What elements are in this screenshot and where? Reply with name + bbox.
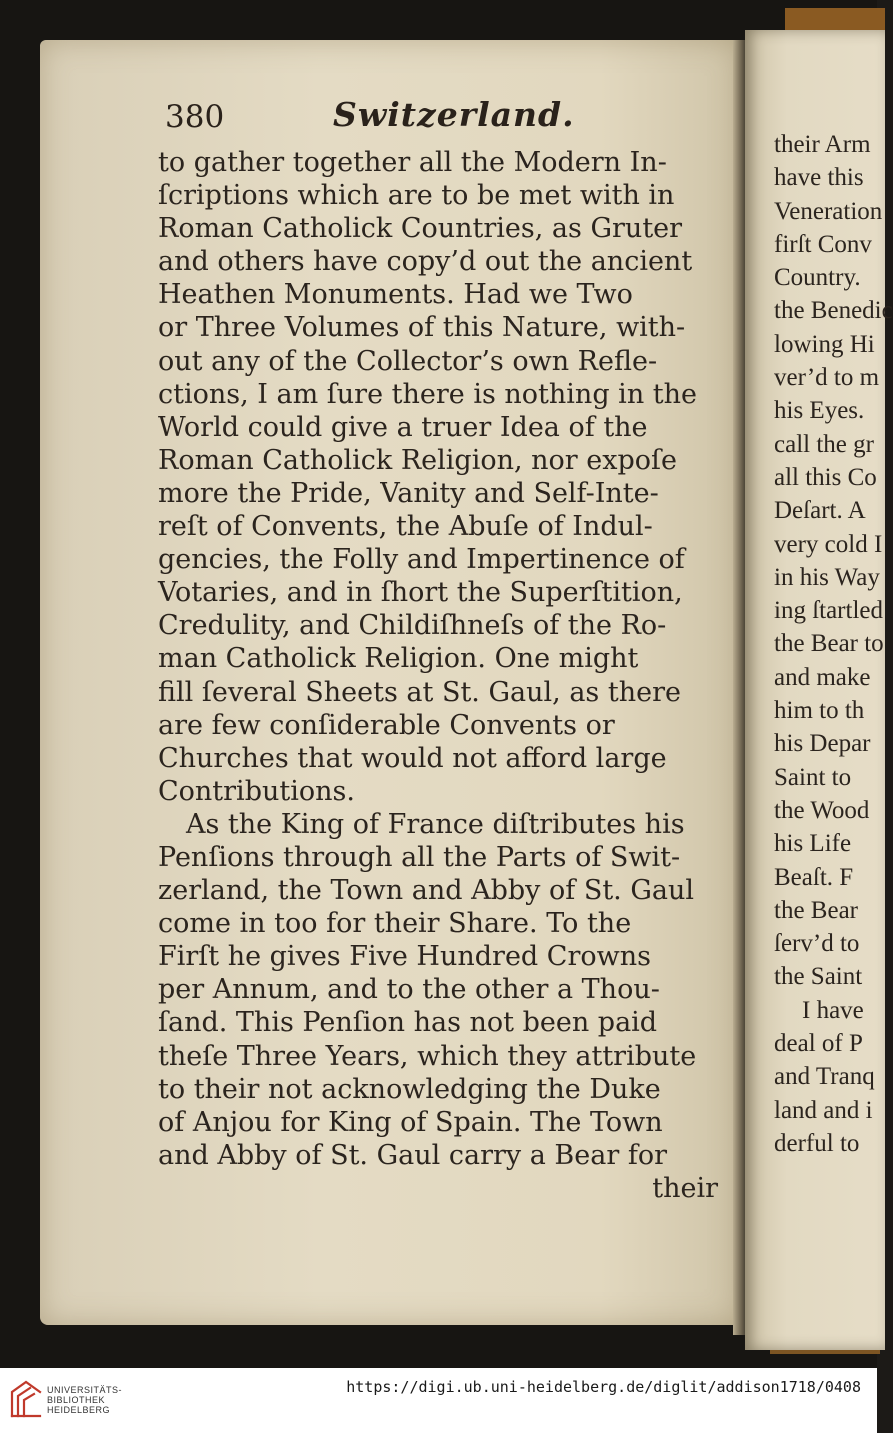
permalink-url[interactable]: https://digi.ub.uni-heidelberg.de/diglit/addison1718/0408 xyxy=(346,1378,861,1396)
left-page-text xyxy=(158,146,718,1205)
text-line: and others have copy’d out the ancient xyxy=(158,246,693,278)
text-line: the Saint xyxy=(774,963,863,991)
text-line: Saint to xyxy=(774,763,852,791)
text-line: ſcriptions which are to be met with in xyxy=(158,180,675,212)
viewer-footer xyxy=(0,1368,877,1433)
text-line: his Depar xyxy=(774,730,871,758)
text-line: the Bear xyxy=(774,896,858,924)
page-number: 380 xyxy=(165,99,225,135)
running-head: Switzerland. xyxy=(333,95,575,134)
text-line: and make xyxy=(774,663,871,691)
text-line: Beaſt. F xyxy=(774,863,854,891)
right-page-text xyxy=(774,128,893,1160)
text-line: lowing Hi xyxy=(774,330,875,358)
text-line: gencies, the Folly and Impertinence of xyxy=(158,544,685,576)
text-line: their Arm xyxy=(774,131,871,158)
text-line: out any of the Collector’s own Refle- xyxy=(158,345,658,377)
text-line: derful to xyxy=(774,1129,860,1157)
text-line: in his Way xyxy=(774,563,880,591)
text-line: come in too for their Share. To the xyxy=(158,908,632,940)
text-line: I have xyxy=(802,996,864,1024)
text-line: reſt of Convents, the Abuſe of Indul- xyxy=(158,511,653,543)
text-line: Penſions through all the Parts of Swit- xyxy=(158,841,681,873)
library-name-line: UNIVERSITÄTS- xyxy=(47,1385,123,1395)
text-line: Votaries, and in ſhort the Superſtition, xyxy=(158,577,683,609)
text-line: him to th xyxy=(774,697,865,725)
text-line: ver’d to m xyxy=(774,364,880,392)
text-line: Churches that would not afford large xyxy=(158,742,667,774)
library-name-line: BIBLIOTHEK xyxy=(47,1395,106,1405)
library-logo-icon[interactable] xyxy=(8,1378,44,1422)
text-line: fill ſeveral Sheets at St. Gaul, as there xyxy=(158,676,681,708)
text-line: the Wood xyxy=(774,796,870,824)
text-line: call the gr xyxy=(774,430,874,458)
text-line: deal of P xyxy=(774,1030,863,1058)
text-line: World could give a truer Idea of the xyxy=(158,411,648,443)
text-line: more the Pride, Vanity and Self-Inte- xyxy=(158,477,659,509)
text-line: Firſt he gives Five Hundred Crowns xyxy=(158,941,651,973)
text-line: ctions, I am ſure there is nothing in the xyxy=(158,378,698,410)
text-line: firſt Conv xyxy=(774,230,872,258)
text-line: or Three Volumes of this Nature, with- xyxy=(158,312,686,344)
library-name xyxy=(47,1385,122,1415)
text-line: Credulity, and Childiſhneſs of the Ro- xyxy=(158,610,667,642)
text-line: very cold I xyxy=(774,530,883,558)
text-line: to gather together all the Modern In- xyxy=(158,147,667,178)
text-line: land and i xyxy=(774,1096,873,1124)
text-line: to their not acknowledging the Duke xyxy=(158,1073,661,1105)
text-line: ſerv’d to xyxy=(774,930,860,958)
text-line: Heathen Monuments. Had we Two xyxy=(158,279,633,311)
text-line: the Bear to xyxy=(774,630,884,658)
text-line: Contributions. xyxy=(158,775,355,807)
text-line: Veneration xyxy=(774,197,883,225)
text-line: ing ſtartled xyxy=(774,597,883,625)
text-line: Deſart. A xyxy=(774,497,866,525)
text-line: Roman Catholick Religion, nor expoſe xyxy=(158,444,677,476)
text-line: are few conſiderable Convents or xyxy=(158,709,615,741)
text-line: per Annum, and to the other a Thou- xyxy=(158,974,660,1006)
text-line: Roman Catholick Countries, as Gruter xyxy=(158,213,683,245)
text-line: zerland, the Town and Abby of St. Gaul xyxy=(158,875,695,907)
text-line: all this Co xyxy=(774,463,877,491)
book-cover-edge-top xyxy=(785,8,885,32)
page-header xyxy=(165,95,705,143)
text-line: his Eyes. xyxy=(774,397,865,425)
text-line: and Abby of St. Gaul carry a Bear for xyxy=(158,1139,667,1171)
catchword: their xyxy=(652,1172,718,1204)
text-line: have this xyxy=(774,164,864,192)
text-line: As the King of France diſtributes his xyxy=(186,808,685,840)
text-line: theſe Three Years, which they attribute xyxy=(158,1040,697,1072)
text-line: ſand. This Penſion has not been paid xyxy=(158,1007,658,1039)
text-line: his Life xyxy=(774,830,852,858)
text-line: the Benedic xyxy=(774,297,893,325)
text-line: Country. xyxy=(774,264,861,292)
library-name-line: HEIDELBERG xyxy=(47,1405,111,1415)
text-line: of Anjou for King of Spain. The Town xyxy=(158,1106,663,1138)
text-line: man Catholick Religion. One might xyxy=(158,643,639,675)
text-line: and Tranq xyxy=(774,1063,875,1091)
